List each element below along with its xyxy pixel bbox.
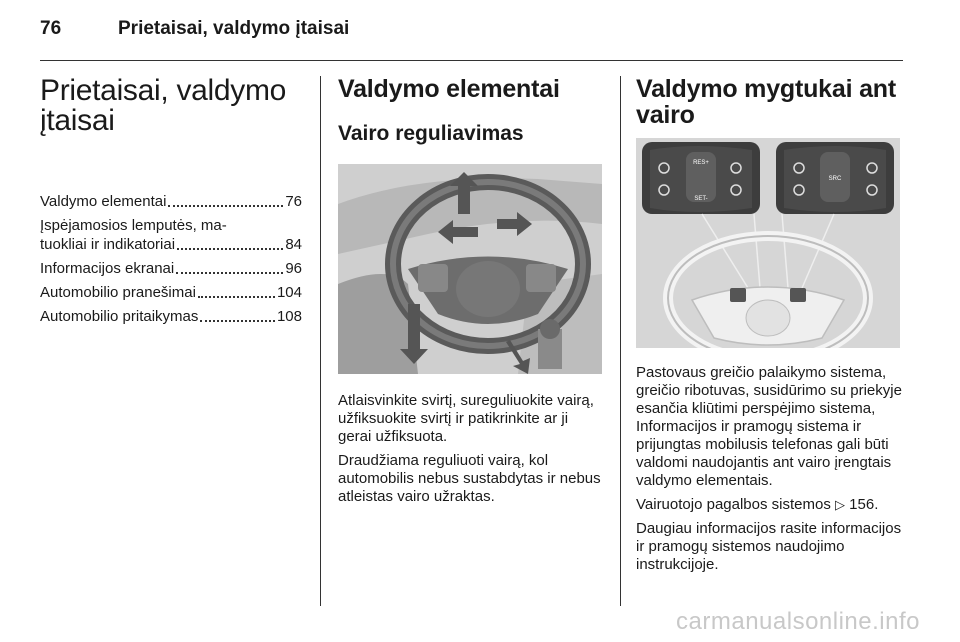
toc-item-label-line1: Įspėjamosios lemputės, ma- [40,217,227,234]
page-number: 76 [40,18,62,39]
toc-item-page: 76 [285,193,302,210]
toc-item[interactable] [40,259,302,278]
steering-buttons-illustration [636,138,900,348]
watermark: carmanualsonline.info [676,608,920,635]
section-title [636,76,902,128]
toc-leader-dots [200,320,275,322]
toc-item-label: Automobilio pritaikymas [40,308,199,325]
toc-item[interactable] [40,192,302,211]
res-label: RES+ [693,160,709,166]
steering-adjustment-illustration [338,164,602,374]
toc-leader-dots [176,272,283,274]
column-divider-2 [620,76,621,606]
toc-item[interactable] [40,283,302,302]
toc-item[interactable] [40,216,302,254]
paragraph: Draudžiama reguliuoti vairą, kol automobilis nebus sustabdytas ir nebus atleistas vairo užraktas. [338,452,601,505]
steering-wheel-adjust-figure [338,164,602,374]
cross-reference-text: Vairuotojo pagalbos sistemos [636,496,835,513]
paragraph: Pastovaus greičio palaikymo sistema, greičio ribotuvas, susidūrimo su priekyje esančia kliūtimi perspėjimo sistema, Informacijos ir pramogų sistema ir prijungtas mobilusis telefonas gali būti valdomi naudojantis ant vairo įrengtais valdymo elementais. [636,364,902,489]
toc-leader-dots [168,205,283,207]
section-title-line1: Valdymo mygtukai ant [636,75,896,103]
arrow-ref-icon: ▷ [835,497,845,512]
running-title: Prietaisai, valdymo įtaisai [118,18,350,39]
header-rule [40,60,903,61]
toc-item[interactable] [40,307,302,326]
steering-wheel-buttons-figure [636,138,900,348]
column-steering-controls [636,76,902,574]
toc-item-label: Automobilio pranešimai [40,284,196,301]
table-of-contents [40,192,302,326]
chapter-title [40,76,302,136]
toc-leader-dots [198,296,275,298]
paragraph-cross-reference [636,496,902,514]
section-title: Valdymo elementai [338,75,560,103]
toc-item-label: tuokliai ir indikatoriai [40,236,176,253]
paragraph: Daugiau informacijos rasite informacijos ir pramogų sistemos naudojimo instrukcijoje. [636,520,902,573]
toc-item-page: 108 [276,308,302,325]
column-chapter-toc [40,76,302,331]
column-divider-1 [320,76,321,606]
paragraph: Atlaisvinkite svirtį, sureguliuokite vairą, užfiksuokite svirtį ir patikrinkite ar ji gerai užfiksuota. [338,392,594,445]
toc-item-page: 84 [285,236,302,253]
subsection-title: Vairo reguliavimas [338,122,524,145]
toc-item-page: 96 [285,260,302,277]
chapter-title-line2: įtaisai [40,104,115,137]
column-controls [338,76,604,506]
src-label: SRC [828,176,842,182]
toc-item-label: Valdymo elementai [40,193,167,210]
toc-leader-dots [177,248,283,250]
toc-item-page: 104 [276,284,302,301]
set-label: SET- [694,196,708,202]
section-title-line2: vairo [636,101,695,129]
cross-reference-page-link[interactable]: 156. [849,496,879,513]
chapter-title-line1: Prietaisai, valdymo [40,74,287,107]
toc-item-label: Informacijos ekranai [40,260,175,277]
